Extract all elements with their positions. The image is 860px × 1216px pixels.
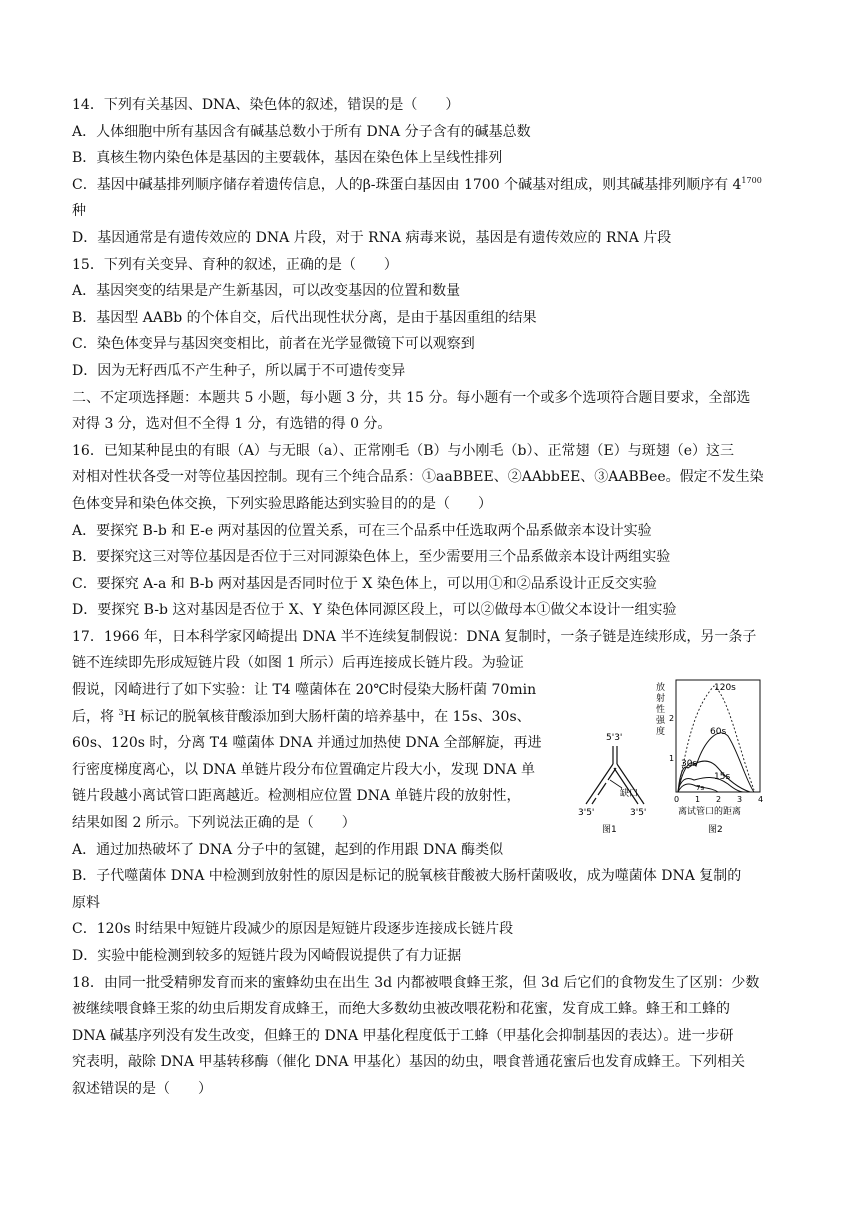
fig2-ylabel bbox=[656, 681, 666, 737]
fig2-xtick-2: 2 bbox=[716, 795, 722, 804]
q17-line4-pre: 后，将 bbox=[72, 708, 119, 725]
q18-stem-line2: 被继续喂食蜂王浆的幼虫后期发育成蜂王，而绝大多数幼虫被改喂花粉和花蜜，发育成工蜂。蜂王和工蜂的 bbox=[72, 1001, 730, 1018]
q17-option-b-line2: 原料 bbox=[72, 894, 100, 911]
q17-stem-line7: 链片段越小离试管口距离越近。检测相应位置 DNA 单链片段的放射性， bbox=[72, 788, 521, 805]
q14-option-c bbox=[72, 172, 792, 199]
q17-figures-svg bbox=[578, 676, 778, 836]
q18-stem-line5: 叙述错误的是（ ） bbox=[72, 1080, 212, 1097]
q17-option-b-line1: B．子代噬菌体 DNA 中检测到放射性的原因是标记的脱氧核苷酸被大肠杆菌吸收，成为噬菌体 DNA 复制的 bbox=[72, 868, 742, 885]
exam-page bbox=[72, 92, 792, 1103]
q17-stem-line8: 结果如图 2 所示。下列说法正确的是（ ） bbox=[72, 815, 356, 832]
fig1-fragment-3 bbox=[592, 798, 596, 804]
q14-option-c-text: C．基因中碱基排列顺序储存着遗传信息，人的β-珠蛋白基因由 1700 个碱基对组成，则其碱基排列顺序有 4 bbox=[72, 176, 742, 193]
q17-option-c: C．120s 时结果中短链片段减少的原因是短链片段逐步连接成长链片段 bbox=[72, 921, 514, 938]
fig2-ytick-2: 2 bbox=[669, 714, 675, 723]
fig2-label-7s: 7s bbox=[696, 784, 705, 792]
fig2-ylabel-char-1: 放 bbox=[656, 683, 666, 693]
fig1-right-label: 3'5' bbox=[630, 808, 647, 818]
q18-stem-line1: 18．由同一批受精卵发育而来的蜜蜂幼虫在出生 3d 内都被喂食蜂王浆，但 3d 后它们的食物发生了区别：少数 bbox=[72, 974, 760, 991]
q14-option-c-exponent: 1700 bbox=[741, 175, 762, 185]
fig2-label-120s: 120s bbox=[714, 683, 736, 693]
fig1-caption: 图1 bbox=[602, 825, 617, 835]
q14-option-b: B．真核生物内染色体是基因的主要载体，基因在染色体上呈线性排列 bbox=[72, 150, 503, 167]
fig2-ytick-1: 1 bbox=[669, 754, 675, 763]
fig2-xtick-4: 4 bbox=[758, 795, 764, 804]
fig1-top-label: 5'3' bbox=[606, 733, 623, 743]
q16-stem-line2: 对相对性状各受一对等位基因控制。现有三个纯合品系：①aaBBEE、②AAbbEE、③AABBee。假定不发生染 bbox=[72, 469, 764, 486]
q17-stem-line1: 17．1966 年，日本科学家冈崎提出 DNA 半不连续复制假说：DNA 复制时，一条子链是连续形成，另一条子 bbox=[72, 628, 757, 645]
q18-stem-line4: 究表明，敲除 DNA 甲基转移酶（催化 DNA 甲基化）基因的幼虫，喂食普通花蜜后也发育成蜂王。下列相关 bbox=[72, 1054, 745, 1071]
q14-option-a: A．人体细胞中所有基因含有碱基总数小于所有 DNA 分子含有的碱基总数 bbox=[72, 123, 531, 140]
fig2-ylabel-char-2: 射 bbox=[656, 694, 666, 704]
fig2-curve-15s bbox=[678, 778, 744, 793]
fig2-ylabel-char-3: 性 bbox=[656, 705, 666, 715]
q15-option-d: D．因为无籽西瓜不产生种子，所以属于不可遗传变异 bbox=[72, 362, 406, 379]
q17-stem-line6: 行密度梯度离心，以 DNA 单链片段分布位置确定片段大小，发现 DNA 单 bbox=[72, 761, 535, 778]
q16-option-b: B．要探究这三对等位基因是否位于三对同源染色体上，至少需要用三个品系做亲本设计两组实验 bbox=[72, 549, 671, 566]
figure2-radioactivity-plot bbox=[656, 680, 763, 835]
q17-tritium-superscript: 3 bbox=[118, 707, 124, 717]
q17-stem-line5: 60s、120s 时，分离 T4 噬菌体 DNA 并通过加热使 DNA 全部解旋，再进 bbox=[72, 735, 542, 752]
q18-stem-line3: DNA 碱基序列没有发生改变，但蜂王的 DNA 甲基化程度低于工蜂（甲基化会抑制基因的表达）。进一步研 bbox=[72, 1027, 734, 1044]
q16-option-a: A．要探究 B-b 和 E-e 两对基因的位置关系，可在三个品系中任选取两个品系做亲本设计实验 bbox=[72, 522, 652, 539]
q16-option-d: D．要探究 B-b 这对基因是否位于 X、Y 染色体同源区段上，可以②做母本①做父本设计一组实验 bbox=[72, 602, 677, 619]
q15-stem: 15．下列有关变异、育种的叙述，正确的是（ ） bbox=[72, 256, 398, 273]
q15-option-b: B．基因型 AABb 的个体自交，后代出现性状分离，是由于基因重组的结果 bbox=[72, 309, 537, 326]
fig1-left-outer-strand bbox=[586, 764, 613, 804]
fig1-gap-pointer bbox=[610, 780, 622, 788]
section2-heading-line1: 二、不定项选择题：本题共 5 小题，每小题 3 分，共 15 分。每小题有一个或多个选项符合题目要求，全部选 bbox=[72, 389, 751, 406]
q15-option-a: A．基因突变的结果是产生新基因，可以改变基因的位置和数量 bbox=[72, 283, 461, 300]
fig2-xtick-0: 0 bbox=[674, 795, 680, 804]
fig2-caption: 图2 bbox=[708, 825, 723, 835]
q14-stem: 14．下列有关基因、DNA、染色体的叙述，错误的是（ ） bbox=[72, 97, 460, 113]
q16-stem-line1: 16．已知某种昆虫的有眼（A）与无眼（a）、正常刚毛（B）与小刚毛（b）、正常翅（E）与斑翅（e）这三 bbox=[72, 442, 735, 459]
q17-option-a: A．通过加热破坏了 DNA 分子中的氢键，起到的作用跟 DNA 酶类似 bbox=[72, 841, 504, 858]
section2-heading-line2: 对得 3 分，选对但不全得 1 分，有选错的得 0 分。 bbox=[72, 416, 392, 433]
fig2-xlabel: 离试管口的距离 bbox=[678, 807, 742, 817]
q17-stem-line4 bbox=[72, 704, 552, 731]
fig1-gap-label: 缺口 bbox=[620, 789, 639, 799]
figure1-replication-fork bbox=[578, 733, 646, 835]
fig2-label-60s: 60s bbox=[710, 727, 727, 737]
q14-option-c-tail: 种 bbox=[72, 203, 86, 220]
q17-line4-post: H 标记的脱氧核苷酸添加到大肠杆菌的培养基中，在 15s、30s、 bbox=[123, 708, 531, 725]
q17-option-d: D．实验中能检测到较多的短链片段为冈崎假说提供了有力证据 bbox=[72, 948, 462, 964]
fig2-xtick-3: 3 bbox=[737, 795, 743, 804]
fig2-label-30s: 30s bbox=[681, 759, 698, 769]
fig2-xtick-1: 1 bbox=[695, 795, 701, 804]
q14-option-d: D．基因通常是有遗传效应的 DNA 片段，对于 RNA 病毒来说，基因是有遗传效应的 RNA 片段 bbox=[72, 229, 672, 246]
fig2-ylabel-char-4: 强 bbox=[656, 716, 666, 726]
q15-option-c: C．染色体变异与基因突变相比，前者在光学显微镜下可以观察到 bbox=[72, 336, 475, 353]
q17-stem-line3: 假说，冈崎进行了如下实验：让 T4 噬菌体在 20℃时侵染大肠杆菌 70min bbox=[72, 682, 537, 699]
fig1-left-label: 3'5' bbox=[578, 808, 595, 818]
q16-option-c: C．要探究 A-a 和 B-b 两对基因是否同时位于 X 染色体上，可以用①和②品系设计正反交实验 bbox=[72, 575, 657, 592]
q16-stem-line3: 色体变异和染色体交换，下列实验思路能达到实验目的的是（ ） bbox=[72, 495, 492, 512]
q17-stem-line2: 链不连续即先形成短链片段（如图 1 所示）后再连接成长链片段。为验证 bbox=[72, 655, 524, 672]
fig2-label-15s: 15s bbox=[714, 772, 731, 782]
fig2-ylabel-char-5: 度 bbox=[656, 727, 666, 737]
q17-figures bbox=[578, 676, 778, 836]
